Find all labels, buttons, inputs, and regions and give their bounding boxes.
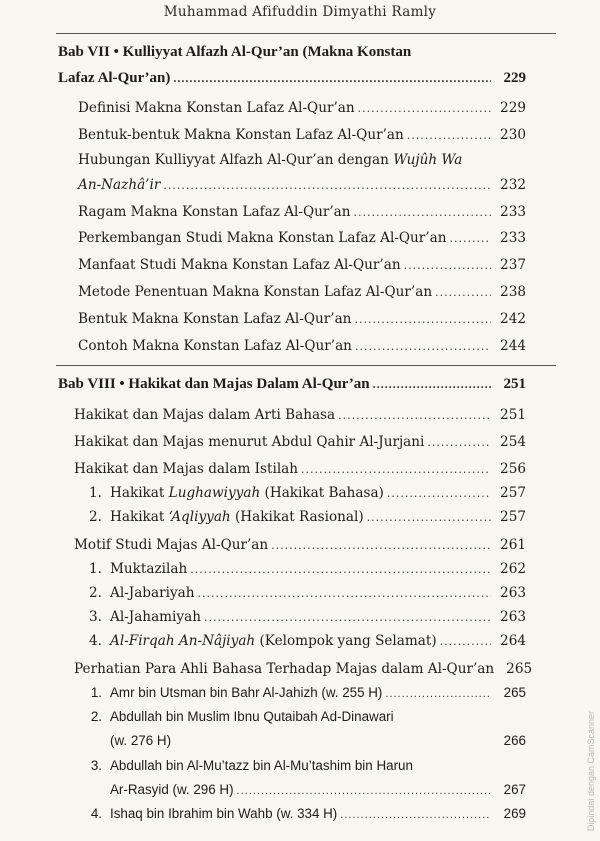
entry-page: 237 xyxy=(500,257,526,273)
dot-leader xyxy=(338,409,491,422)
toc-entry xyxy=(74,461,526,477)
entry-title-rest: (Hakikat Bahasa) xyxy=(260,485,384,501)
dot-leader xyxy=(198,587,491,600)
entry-page: 233 xyxy=(500,204,526,220)
dot-leader xyxy=(440,635,491,648)
entry-page: 233 xyxy=(500,230,526,246)
entry-number: 1. xyxy=(89,485,102,501)
entry-page: 263 xyxy=(500,585,526,601)
toc-subentry-line1 xyxy=(80,758,413,773)
dot-leader xyxy=(173,71,491,86)
entry-page: 232 xyxy=(500,177,526,193)
toc-subentry-line1 xyxy=(80,709,394,724)
toc-subentry xyxy=(80,633,526,649)
dot-leader xyxy=(204,611,491,624)
entry-title: Hakikat xyxy=(110,509,169,525)
bab7-page: 229 xyxy=(503,70,526,86)
entry-title: Motif Studi Majas Al-Qur’an xyxy=(74,537,269,553)
entry-title: Perhatian Para Ahli Bahasa Terhadap Majas dalam Al-Qur’an xyxy=(74,661,495,677)
bab7-title-text: Lafaz Al-Qur’an) xyxy=(58,70,171,86)
entry-number: 1. xyxy=(90,685,102,700)
dot-leader xyxy=(407,129,491,142)
bab8-page: 251 xyxy=(503,376,526,392)
entry-page: 238 xyxy=(500,284,526,300)
toc-entry xyxy=(74,537,526,553)
dot-leader xyxy=(387,487,491,500)
scanner-watermark: Dipindai dengan CamScanner xyxy=(586,710,596,831)
entry-page: 266 xyxy=(503,733,526,748)
entry-page: 230 xyxy=(500,127,526,143)
entry-number: 2. xyxy=(90,709,102,724)
bab7-title-line2 xyxy=(58,70,526,87)
entry-title: Hakikat dan Majas dalam Arti Bahasa xyxy=(74,407,336,423)
toc-subentry-line2 xyxy=(110,782,526,797)
dot-leader xyxy=(340,809,491,821)
entry-page: 244 xyxy=(500,338,526,354)
entry-page: 229 xyxy=(500,100,526,116)
entry-page: 251 xyxy=(500,407,526,423)
entry-title: Contoh Makna Konstan Lafaz Al-Qur’an xyxy=(78,338,352,354)
entry-page: 264 xyxy=(500,633,526,649)
dot-leader xyxy=(271,539,491,552)
dot-leader xyxy=(190,563,491,576)
entry-title: Hakikat xyxy=(110,485,169,501)
entry-title: Ragam Makna Konstan Lafaz Al-Qur’an xyxy=(78,204,351,220)
entry-title-cont: Ar-Rasyid (w. 296 H) xyxy=(110,782,234,797)
toc-entry xyxy=(78,177,526,193)
dot-leader xyxy=(355,340,491,353)
entry-title: Ishaq bin Ibrahim bin Wahb (w. 334 H) xyxy=(110,806,338,821)
toc-subentry-line2 xyxy=(110,733,526,748)
entry-page: 269 xyxy=(503,806,526,821)
toc-subentry xyxy=(80,561,526,577)
toc-subentry xyxy=(80,806,526,821)
dot-leader xyxy=(237,785,491,797)
entry-page: 254 xyxy=(500,434,526,450)
toc-subentry xyxy=(80,509,526,525)
entry-page: 257 xyxy=(500,485,526,501)
toc-entry xyxy=(78,257,526,273)
entry-title: Abdullah bin Al-Mu’tazz bin Al-Mu’tashim bin Harun xyxy=(110,758,413,773)
entry-title: Hubungan Kulliyyat Alfazh Al-Qur’an dengan xyxy=(78,152,389,168)
entry-title: Hakikat dan Majas dalam Istilah xyxy=(74,461,299,477)
entry-number: 4. xyxy=(90,806,102,821)
toc-entry xyxy=(74,434,526,450)
dot-leader xyxy=(163,179,491,192)
section-divider-top xyxy=(56,33,556,34)
bab7-title-line1: Bab VII • Kulliyyat Alfazh Al-Qur’an (Makna Konstan xyxy=(58,44,412,60)
toc-subentry xyxy=(80,685,526,700)
dot-leader xyxy=(354,313,491,326)
entry-page: 267 xyxy=(503,782,526,797)
entry-number: 3. xyxy=(90,758,102,773)
dot-leader xyxy=(427,436,491,449)
toc-subentry xyxy=(80,585,526,601)
dot-leader xyxy=(385,688,491,700)
bab8-title xyxy=(58,376,526,393)
toc-entry xyxy=(78,230,526,246)
entry-title-italic: Wujûh Wa xyxy=(393,152,463,168)
entry-title: Metode Penentuan Makna Konstan Lafaz Al-Qur’an xyxy=(78,284,433,300)
entry-page: 262 xyxy=(500,561,526,577)
entry-page: 265 xyxy=(503,685,526,700)
entry-page: 263 xyxy=(500,609,526,625)
entry-title-italic: An-Nazhâ’ir xyxy=(78,177,161,193)
dot-leader xyxy=(404,259,491,272)
entry-title-cont: (w. 276 H) xyxy=(110,733,172,748)
toc-subentry xyxy=(80,485,526,501)
entry-title: Hakikat dan Majas menurut Abdul Qahir Al-Jurjani xyxy=(74,434,425,450)
entry-number: 2. xyxy=(89,509,102,525)
entry-title-rest: (Hakikat Rasional) xyxy=(230,509,364,525)
entry-title: Abdullah bin Muslim Ibnu Qutaibah Ad-Dinawari xyxy=(110,709,394,724)
entry-page: 257 xyxy=(500,509,526,525)
entry-number: 1. xyxy=(89,561,102,577)
toc-entry xyxy=(74,407,526,423)
toc-entry xyxy=(78,284,526,300)
section-divider xyxy=(56,365,556,366)
entry-number: 2. xyxy=(89,585,102,601)
entry-page: 256 xyxy=(500,461,526,477)
entry-page: 261 xyxy=(500,537,526,553)
dot-leader xyxy=(373,377,491,392)
entry-title: Definisi Makna Konstan Lafaz Al-Qur’an xyxy=(78,100,355,116)
dot-leader xyxy=(449,232,491,245)
entry-title-italic: Al-Firqah An-Nâjiyah xyxy=(110,633,256,649)
toc-entry-line1 xyxy=(78,152,462,168)
toc-entry xyxy=(74,661,533,677)
toc-entry xyxy=(78,338,526,354)
entry-page: 265 xyxy=(506,661,533,677)
entry-number: 4. xyxy=(89,633,102,649)
entry-title: Manfaat Studi Makna Konstan Lafaz Al-Qur’an xyxy=(78,257,401,273)
dot-leader xyxy=(358,102,491,115)
toc-entry xyxy=(78,100,526,116)
bab8-title-text: Bab VIII • Hakikat dan Majas Dalam Al-Qur’an xyxy=(58,376,370,392)
entry-title: Perkembangan Studi Makna Konstan Lafaz Al-Qur’an xyxy=(78,230,447,246)
entry-number: 3. xyxy=(89,609,102,625)
entry-title-italic: ‘Aqliyyah xyxy=(168,509,231,525)
dot-leader xyxy=(435,286,491,299)
entry-title: Amr bin Utsman bin Bahr Al-Jahizh (w. 255 H) xyxy=(110,685,383,700)
entry-title: Bentuk-bentuk Makna Konstan Lafaz Al-Qur’an xyxy=(78,127,404,143)
toc-subentry xyxy=(80,609,526,625)
entry-title-italic: Lughawiyyah xyxy=(168,485,261,501)
toc-entry xyxy=(78,204,526,220)
entry-title: Bentuk Makna Konstan Lafaz Al-Qur’an xyxy=(78,311,352,327)
entry-page: 242 xyxy=(500,311,526,327)
toc-entry xyxy=(78,127,526,143)
entry-title: Al-Jahamiyah xyxy=(110,609,201,625)
running-header: Muhammad Afifuddin Dimyathi Ramly xyxy=(163,4,437,20)
dot-leader xyxy=(301,463,491,476)
entry-title-rest: (Kelompok yang Selamat) xyxy=(255,633,437,649)
dot-leader xyxy=(367,511,491,524)
entry-title: Muktazilah xyxy=(110,561,188,577)
dot-leader xyxy=(354,206,491,219)
entry-title: Al-Jabariyah xyxy=(110,585,195,601)
toc-entry xyxy=(78,311,526,327)
